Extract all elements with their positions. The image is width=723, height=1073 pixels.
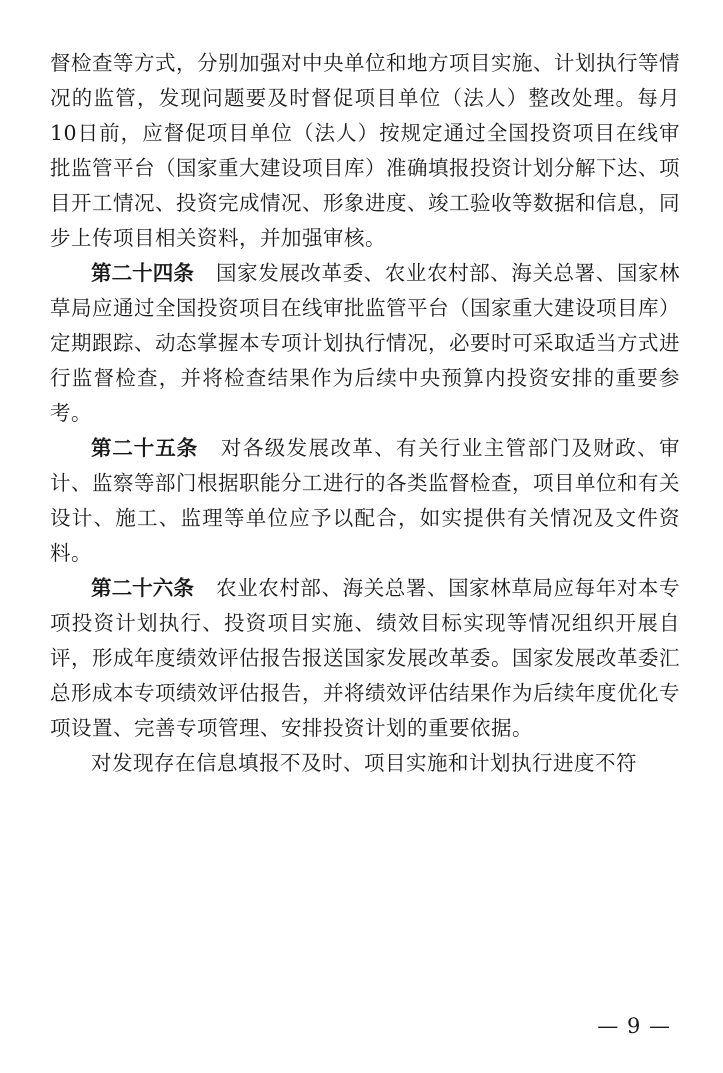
paragraph-final bbox=[50, 746, 680, 781]
body-text bbox=[50, 46, 680, 781]
paragraph-text: 对各级发展改革、有关行业主管部门及财政、审计、监察等部门根据职能分工进行的各类监督检查，项目单位和有关设计、施工、监理等单位应予以配合，如实提供有关情况及文件资料。 bbox=[50, 436, 681, 565]
article-24 bbox=[50, 256, 680, 431]
article-25 bbox=[50, 431, 680, 571]
article-number: 第二十四条 bbox=[91, 261, 194, 285]
page-number: — 9 — bbox=[597, 1014, 671, 1038]
paragraph-continued bbox=[50, 46, 680, 256]
paragraph-text: 农业农村部、海关总署、国家林草局应每年对本专项投资计划执行、投资项目实施、绩效目标实现等情况组织开展自评，形成年度绩效评估报告报送国家发展改革委。国家发展改革委汇总形成本专项绩效评估报告，并将绩效评估结果作为后续年度优化专项设置、完善专项管理、安排投资计划的重要依据。 bbox=[50, 576, 681, 740]
article-number: 第二十六条 bbox=[91, 576, 194, 600]
paragraph-text: 督检查等方式，分别加强对中央单位和地方项目实施、计划执行等情况的监管，发现问题要及时督促项目单位（法人）整改处理。每月10日前，应督促项目单位（法人）按规定通过全国投资项目在线审批监管平台（国家重大建设项目库）准确填报投资计划分解下达、项目开工情况、投资完成情况、形象进度、竣工验收等数据和信息，同步上传项目相关资料，并加强审核。 bbox=[50, 51, 680, 250]
paragraph-text: 对发现存在信息填报不及时、项目实施和计划执行进度不符 bbox=[91, 751, 637, 775]
article-26 bbox=[50, 571, 680, 746]
article-number: 第二十五条 bbox=[91, 436, 199, 460]
paragraph-text: 国家发展改革委、农业农村部、海关总署、国家林草局应通过全国投资项目在线审批监管平台（国家重大建设项目库）定期跟踪、动态掌握本专项计划执行情况，必要时可采取适当方式进行监督检查，并将检查结果作为后续中央预算内投资安排的重要参考。 bbox=[50, 261, 681, 425]
